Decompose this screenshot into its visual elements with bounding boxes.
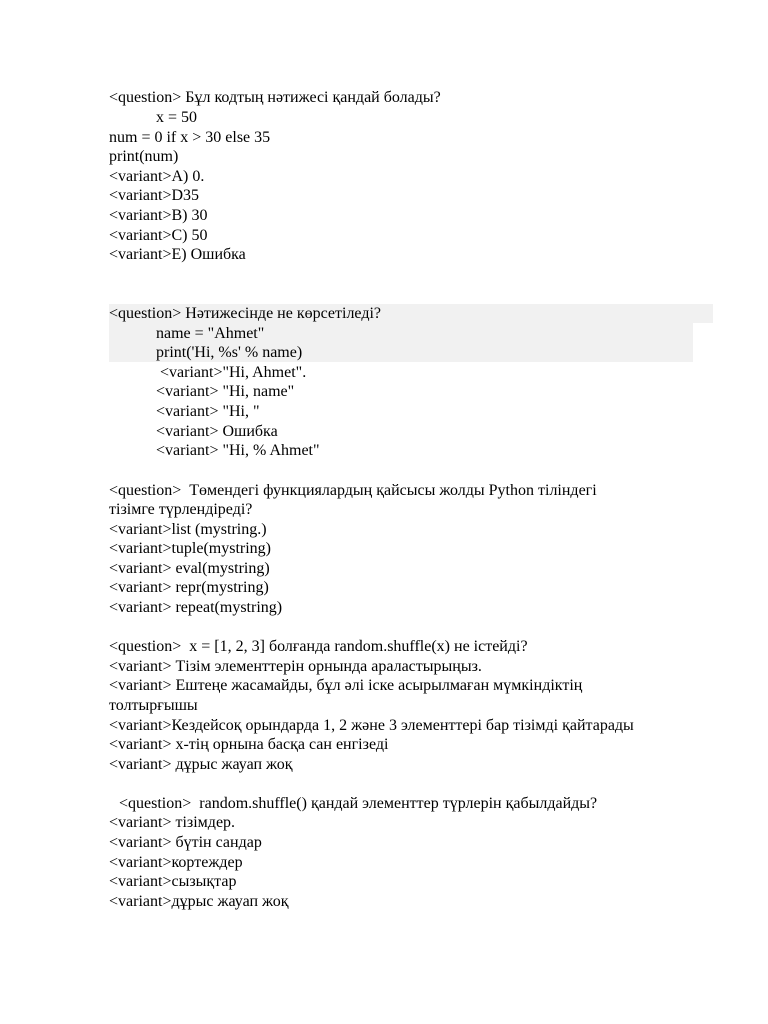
q4-variant: <variant> Ештеңе жасамайды, бұл әлі іске асырылмаған мүмкіндіктің: [109, 677, 583, 694]
q2-variant: <variant> Ошибка: [156, 423, 278, 440]
q2-variant: <variant> "Hi, name": [156, 383, 295, 400]
q2-variant: <variant> "Hi, % Ahmet": [156, 442, 320, 459]
q4-variant-cont: толтырғышы: [109, 697, 198, 714]
q5-variant: <variant> тізімдер.: [109, 814, 236, 831]
q3-question: <question> Төмендегі функциялардың қайсысы жолды Python тіліндегі: [109, 482, 597, 499]
q1-variant: <variant>B) 30: [109, 207, 208, 224]
q1-code-line: num = 0 if x > 30 else 35: [109, 129, 271, 146]
q3-variant: <variant>list (mystring.): [109, 521, 267, 538]
q1-variant: <variant>E) Ошибка: [109, 246, 246, 263]
q2-variant: <variant>"Hi, Ahmet".: [156, 364, 307, 381]
q1-code-line: print(num): [109, 148, 179, 165]
q5-variant: <variant>кортеждер: [109, 854, 243, 871]
q2-question: <question> Нәтижесінде не көрсетіледі?: [109, 305, 382, 322]
q3-question-cont: тізімге түрлендіреді?: [109, 501, 253, 518]
q4-variant: <variant> x-тің орнына басқа сан енгізеді: [109, 736, 389, 753]
q2-code-line: name = "Ahmet": [156, 325, 265, 342]
q4-variant: <variant>Кездейсоқ орындарда 1, 2 және 3 элементтері бар тізімді қайтарады: [109, 717, 634, 734]
q1-variant: <variant>D35: [109, 187, 200, 204]
q4-question: <question> x = [1, 2, 3] болғанда random.shuffle(x) не істейді?: [109, 638, 528, 655]
q2-code-line: print('Hi, %s' % name): [156, 344, 303, 361]
q1-question: <question> Бұл кодтың нәтижесі қандай болады?: [109, 89, 441, 106]
q3-variant: <variant> repeat(mystring): [109, 599, 283, 616]
q5-variant: <variant>сызықтар: [109, 873, 237, 890]
q1-variant: <variant>A) 0.: [109, 168, 205, 185]
q1-code-line: x = 50: [156, 109, 198, 126]
q3-variant: <variant> repr(mystring): [109, 579, 269, 596]
q4-variant: <variant> дұрыс жауап жоқ: [109, 756, 293, 773]
q2-variant: <variant> "Hi, ": [156, 403, 260, 420]
q5-variant: <variant> бүтін сандар: [109, 834, 262, 851]
q1-variant: <variant>C) 50: [109, 227, 208, 244]
q4-variant: <variant> Тізім элементтерін орнында араластырыңыз.: [109, 658, 482, 675]
q5-question: <question> random.shuffle() қандай элементтер түрлерін қабылдайды?: [119, 795, 598, 812]
q3-variant: <variant> eval(mystring): [109, 560, 270, 577]
q3-variant: <variant>tuple(mystring): [109, 540, 272, 557]
q5-variant: <variant>дұрыс жауап жоқ: [109, 893, 289, 910]
